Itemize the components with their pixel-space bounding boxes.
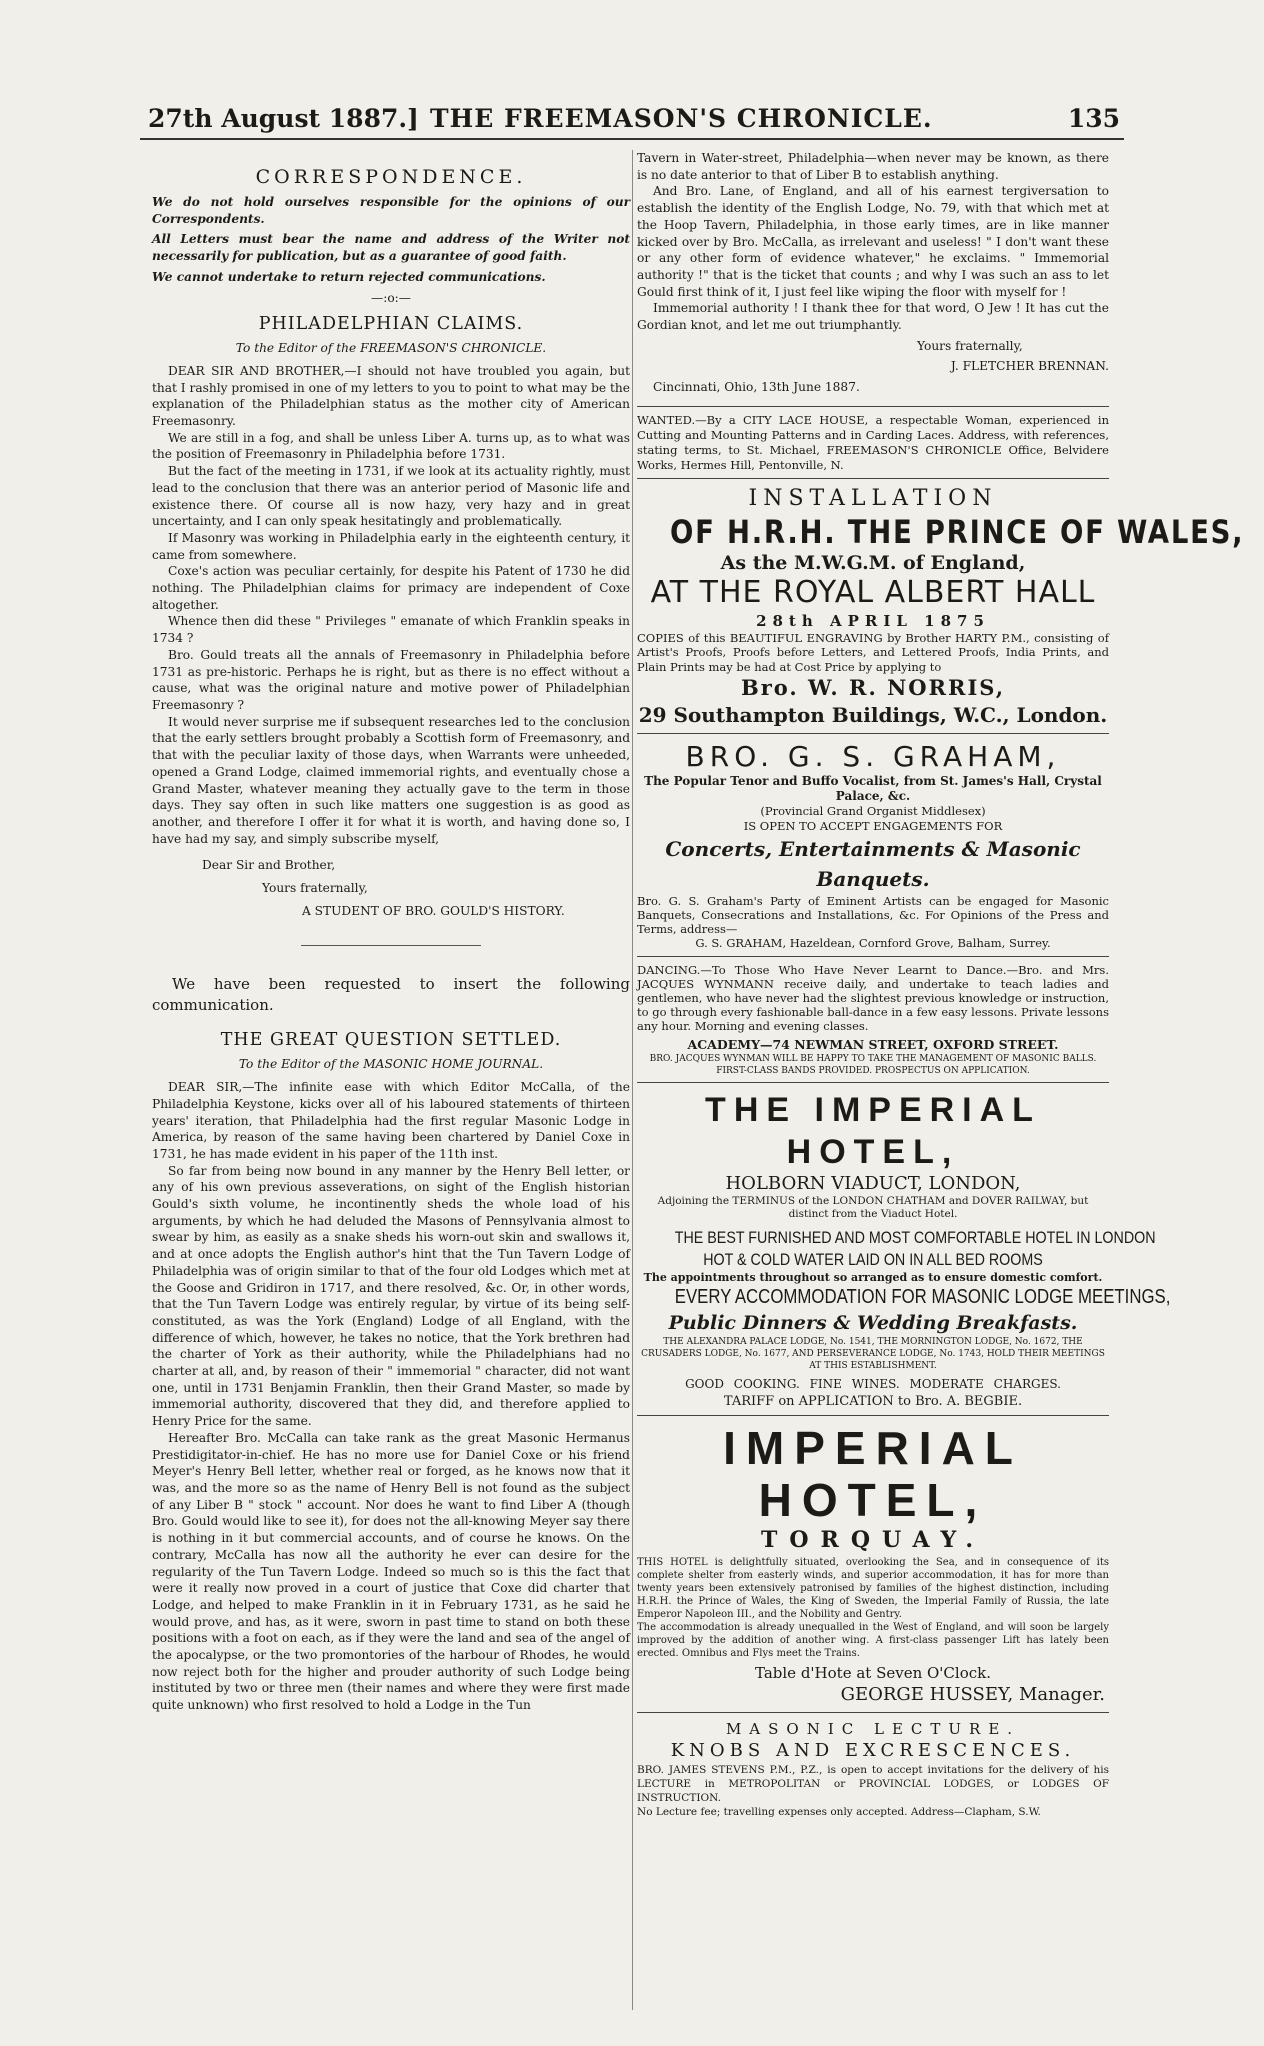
separator: —:o:— <box>371 290 411 305</box>
continued-para-3: Immemorial authority ! I thank thee for that word, O Jew ! It has cut the Gordian knot, and let me out triumphantly. <box>637 301 1109 333</box>
letter2-title: THE GREAT QUESTION SETTLED. <box>220 1030 562 1051</box>
continued-yours: Yours fraternally, <box>917 338 1023 353</box>
letter1-signature: A STUDENT OF BRO. GOULD'S HISTORY. <box>302 903 565 918</box>
continued-signature: J. FLETCHER BRENNAN. <box>950 359 1109 374</box>
letter1-para-3: But the fact of the meeting in 1731, if we look at its actuality rightly, must lead to the conclusion that there was an anterior period of Masonic life and existence there. Of course all is now hazy, very hazy and in great uncertainty, and I can only speak hesitatingly and problematically. <box>152 464 630 529</box>
imperial-adjoining: Adjoining the TERMINUS of the LONDON CHATHAM and DOVER RAILWAY, but distinct from the Viaduct Hotel. <box>657 1195 1089 1221</box>
continued-para-1: Tavern in Water-street, Philadelphia—when never may be known, as there is no date anterior to that of Liber B to establish anything. <box>637 151 1109 182</box>
lecture-text: BRO. JAMES STEVENS P.M., P.Z., is open to accept invitations for the delivery of his LECTURE in METROPOLITAN or PROVINCIAL LODGES, or LODGES OF INSTRUCTION. <box>637 1764 1109 1805</box>
imperial-tariff: TARIFF on APPLICATION to Bro. A. BEGBIE. <box>723 1394 1023 1410</box>
issue-date: 27th August 1887.] <box>148 104 419 133</box>
ad-wanted-text: WANTED.—By a CITY LACE HOUSE, a respectable Woman, experienced in Cutting and Mounting Patterns and in Carding Laces. Address, with references, stating terms, to St. Michael, FREEMASON'S CHRONICLE Office, Belvidere Works, Hermes Hill, Pentonville, N. <box>637 412 1109 472</box>
ad-dancing <box>637 956 1109 1082</box>
ad-graham <box>637 733 1109 956</box>
torquay-manager: GEORGE HUSSEY, Manager. <box>840 1684 1105 1706</box>
graham-line2: (Provincial Grand Organist Middlesex) <box>760 804 986 819</box>
lecture-fee: No Lecture fee; travelling expenses only accepted. Address—Clapham, S.W. <box>637 1806 1041 1819</box>
imperial-location: HOLBORN VIADUCT, LONDON, <box>725 1173 1021 1195</box>
imperial-lodges: THE ALEXANDRA PALACE LODGE, No. 1541, THE MORNINGTON LODGE, No. 1672, THE CRUSADERS LODGE, No. 1677, AND PERSEVERANCE LODGE, No. 1743, HOLD THEIR MEETINGS AT THIS ESTABLISHMENT. <box>641 1337 1105 1372</box>
installation-title: INSTALLATION <box>748 485 998 511</box>
continued-place-date: Cincinnati, Ohio, 13th June 1887. <box>653 380 860 395</box>
installation-as: As the M.W.G.M. of England, <box>720 551 1026 574</box>
installation-name: Bro. W. R. NORRIS, <box>740 675 1006 701</box>
graham-line1: The Popular Tenor and Buffo Vocalist, from St. James's Hall, Crystal Palace, &c. <box>644 774 1102 804</box>
divider-rule <box>301 945 481 946</box>
torquay-town: TORQUAY. <box>761 1527 985 1554</box>
installation-prince: OF H.R.H. THE PRINCE OF WALES, <box>670 512 1245 551</box>
letter1-addressee: To the Editor of the FREEMASON'S CHRONICLE. <box>235 341 547 356</box>
masthead <box>140 98 1124 140</box>
column-divider <box>632 150 633 2010</box>
letter1-para-8: It would never surprise me if subsequent researches led to the conclusion that the early settlers brought probably a Scottish form of Freemasonry, and that with the peculiar laxity of those days, when Warrants were unheeded, opened a Grand Lodge, claimed immemorial rights, and eventually chose a Grand Master, whatever meaning they actually gave to the term in those days. They say often in such like matters one suggestion is as good as another, and therefore I offer it for what it is worth, and having done so, I have had my say, and simply subscribe myself, <box>152 714 630 846</box>
letter1-para-1: DEAR SIR AND BROTHER,—I should not have troubled you again, but that I rashly promised in one of my letters to you to point to what may be the explanation of the Philadelphian status as the mother city of American Freemasonry. <box>152 363 630 429</box>
torquay-title: IMPERIAL HOTEL, <box>723 1422 1023 1527</box>
imperial-appointments: The appointments throughout so arranged as to ensure domestic comfort. <box>643 1271 1103 1285</box>
imperial-good: GOOD COOKING. FINE WINES. MODERATE CHARGES. <box>685 1377 1061 1392</box>
page-number: 135 <box>1067 104 1120 133</box>
ad-installation <box>637 478 1245 734</box>
notice-3: We cannot undertake to return rejected communications. <box>152 269 546 284</box>
newspaper-title: THE FREEMASON'S CHRONICLE. <box>430 104 933 133</box>
graham-text: Bro. G. S. Graham's Party of Eminent Artists can be engaged for Masonic Banquets, Consecrations and Installations, &c. For Opinions of the Press and Terms, address— <box>637 894 1109 937</box>
installation-date: 28th APRIL 1875 <box>756 611 990 630</box>
torquay-text-2: The accommodation is already unequalled in the West of England, and will soon be largely improved by the addition of another wing. A first-class passenger Lift has lately been erected. Omnibus and Flys meet the Trains. <box>637 1622 1109 1660</box>
left-column <box>152 150 630 2020</box>
imperial-title: THE IMPERIAL HOTEL, <box>705 1091 1041 1172</box>
notice-2: All Letters must bear the name and address of the Writer not necessarily for publication, but as a guarantee of good faith. <box>152 232 630 264</box>
ad-imperial-torquay <box>637 1415 1109 1712</box>
imperial-best: THE BEST FURNISHED AND MOST COMFORTABLE HOTEL IN LONDON <box>674 1228 1156 1248</box>
lecture-title: MASONIC LECTURE. <box>725 1720 1021 1739</box>
letter2-para-1: DEAR SIR,—The infinite ease with which Editor McCalla, of the Philadelphia Keystone, kicks over all of his laboured statements of thirteen years' iteration, that Philadelphia had the first regular Masonic Lodge in America, by reason of the same having been chartered by Daniel Coxe in 1731, he has made evident in his paper of the 11th inst. <box>152 1080 630 1161</box>
ad-masonic-lecture <box>637 1712 1109 1824</box>
graham-address: G. S. GRAHAM, Hazeldean, Cornford Grove, Balham, Surrey. <box>695 936 1051 951</box>
imperial-every: EVERY ACCOMMODATION FOR MASONIC LODGE MEETINGS, <box>674 1286 1171 1309</box>
ad-imperial-london <box>637 1082 1171 1415</box>
letter1-para-4: If Masonry was working in Philadelphia early in the eighteenth century, it came from somewhere. <box>152 530 630 562</box>
letter1-para-7: Bro. Gould treats all the annals of Freemasonry in Philadelphia before 1731 as pre-historic. Perhaps he is right, but as there is no effect without a cause, what was the original nature and motive power of Philadelphian Freemasonry ? <box>152 647 630 712</box>
installation-hall: AT THE ROYAL ALBERT HALL <box>650 574 1096 610</box>
letter1-para-2: We are still in a fog, and shall be unless Liber A. turns up, as to what was the position of Freemasonry in Philadelphia before 1731. <box>152 430 630 462</box>
graham-name: BRO. G. S. GRAHAM, <box>685 740 1061 774</box>
letter1-title: PHILADELPHIAN CLAIMS. <box>258 314 524 335</box>
graham-gothic: Concerts, Entertainments & Masonic Banquets. <box>665 837 1081 892</box>
communication-intro: We have been requested to insert the following communication. <box>152 975 630 1015</box>
lecture-subtitle: KNOBS AND EXCRESCENCES. <box>670 1740 1076 1762</box>
section-title: CORRESPONDENCE. <box>255 166 527 188</box>
letter1-para-5: Coxe's action was peculiar certainly, for despite his Patent of 1730 he did nothing. The Philadelphian claims for primacy are independent of Coxe altogether. <box>152 564 630 612</box>
graham-line3: IS OPEN TO ACCEPT ENGAGEMENTS FOR <box>743 819 1003 834</box>
dancing-academy: ACADEMY—74 NEWMAN STREET, OXFORD STREET. <box>687 1037 1059 1053</box>
dancing-text: DANCING.—To Those Who Have Never Learnt to Dance.—Bro. and Mrs. JACQUES WYNMANN receive daily, and undertake to teach ladies and gentlemen, who have never had the slightest previous knowledge or instruction, to go through every fashionable ball-dance in a few easy lessons. Private lessons any hour. Morning and evening classes. <box>637 963 1109 1034</box>
torquay-text: THIS HOTEL is delightfully situated, overlooking the Sea, and in consequence of its complete shelter from easterly winds, and superior accommodation, it has for more than twenty years been extensively patronised by families of the highest distinction, including H.R.H. the Prince of Wales, the King of Sweden, the Imperial Family of Russia, the late Emperor Napoleon III., and the Nobility and Gentry. <box>637 1557 1109 1621</box>
ad-wanted <box>637 406 1109 478</box>
installation-address: 29 Southampton Buildings, W.C., London. <box>638 703 1108 728</box>
imperial-gothic: Public Dinners & Wedding Breakfasts. <box>668 1312 1078 1335</box>
letter1-para-6: Whence then did these " Privileges " emanate of which Franklin speaks in 1734 ? <box>152 614 630 646</box>
letter2-addressee: To the Editor of the MASONIC HOME JOURNAL. <box>238 1057 544 1072</box>
letter1-yours: Yours fraternally, <box>262 881 368 896</box>
continued-para-2: And Bro. Lane, of England, and all of his earnest tergiversation to establish the identity of the English Lodge, No. 79, with that which met at the Hoop Tavern, Philadelphia, in those early times, are in like manner kicked over by Bro. McCalla, as irrelevant and useless! " I don't want these or any other form of evidence whatever," he exclaims. " Immemorial authority !" that is the ticket that counts ; and why I was such an ass to let Gould first think of it, I just feel like wiping the floor with myself for ! <box>637 184 1109 299</box>
installation-text: COPIES of this BEAUTIFUL ENGRAVING by Brother HARTY P.M., consisting of Artist's Proofs, Proofs before Letters, and Lettered Proofs, India Prints, and Plain Prints may be had at Cost Price by applying to <box>637 630 1109 674</box>
imperial-water: HOT & COLD WATER LAID ON IN ALL BED ROOMS <box>703 1250 1043 1270</box>
letter2-para-3: Hereafter Bro. McCalla can take rank as the great Masonic Hermanus Prestidigitator-in-chief. He has no more use for Daniel Coxe or his friend Meyer's Henry Bell letter, whether real or forged, as he knows now that it was, and the more so as the name of Henry Bell is not found as the subject of any Liber B " stock " account. Nor does he want to find Liber A (though Bro. Gould would like to see it), for does not the all-knowing Meyer say there is nothing in it but commercial accounts, and of course he knows. On the contrary, McCalla has now all the authority he ever can desire for the regularity of the Tun Tavern Lodge. Indeed so much so is this the fact that were it really now proved in a court of justice that Coxe did charter that Lodge, and helped to make Franklin in it in February 1731, as he said he would prove, and has, as it were, sworn in past time to stand on both these positions with a foot on each, as if they were the land and sea of the angel of the apocalypse, or the two promontories of the harbour of Rhodes, he would now reject both for the higher and prouder authority of such Lodge being instituted by two or three men (their names and where they were first made quite unknown) who first resolved to hold a Lodge in the Tun <box>152 1430 630 1713</box>
right-column <box>637 150 1245 2020</box>
letter2-para-2: So far from being now bound in any manner by the Henry Bell letter, or any of his own previous asseverations, on sight of the English historian Gould's sixth volume, he incontinently sheds the whole load of his arguments, by which he had deluded the Masons of Pennsylvania almost to swear by him, as easily as a snake sheds his worn-out skin and swallows it, and at once adopts the English author's hint that the Tun Tavern Lodge of Philadelphia was of origin similar to that of the four old Lodges which met at the Goose and Gridiron in 1717, and there resolved, &c. Or, in other words, that the Tun Tavern Lodge was entirely regular, by virtue of its being self-constituted, as was the York (England) Lodge of all England, with the difference of which, however, he takes no notice, that the York brethren had the charter of York as their authority, while the Philadelphians had no charter at all, and, by reason of their " immemorial " character, did not want one, until in 1731 Benjamin Franklin, then their Grand Master, so made by immemorial authority, discovered that they did, and therefore applied to Henry Price for the same. <box>152 1163 630 1429</box>
notice-1: We do not hold ourselves responsible for the opinions of our Correspondents. <box>152 195 630 226</box>
torquay-table: Table d'Hote at Seven O'Clock. <box>755 1664 991 1683</box>
letter1-closing: Dear Sir and Brother, <box>202 858 336 873</box>
dancing-note: BRO. JACQUES WYNMAN WILL BE HAPPY TO TAKE THE MANAGEMENT OF MASONIC BALLS. FIRST-CLASS BANDS PROVIDED. PROSPECTUS ON APPLICATION. <box>649 1054 1097 1077</box>
